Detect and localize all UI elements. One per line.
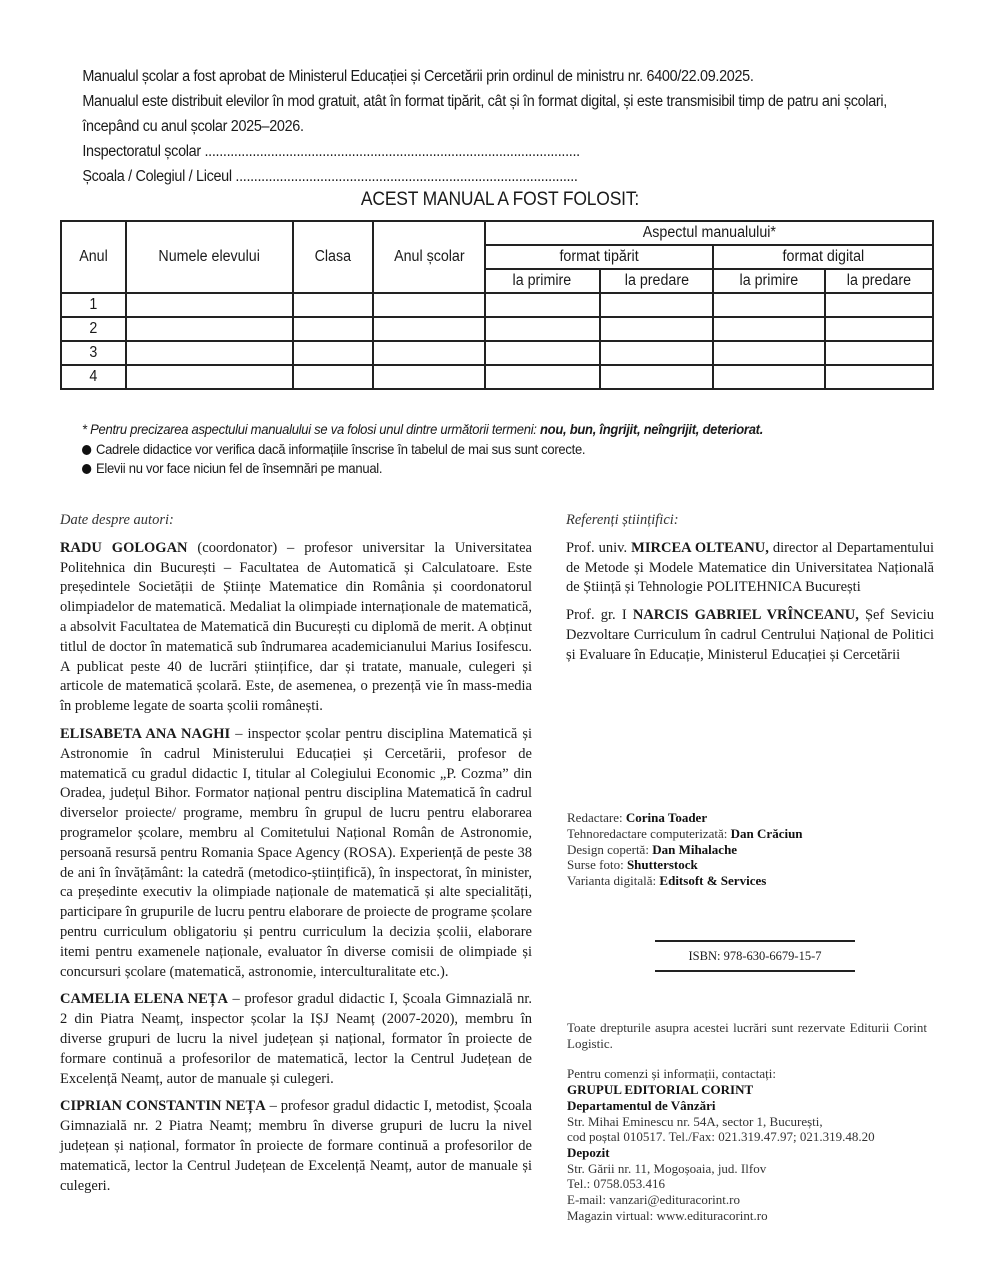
referent-entry: [566, 606, 934, 665]
header-tiparit-la-primire: la primire: [485, 269, 600, 293]
digital-returned-cell[interactable]: [825, 317, 933, 341]
referent-name: NARCIS GABRIEL VRÎNCEANU,: [632, 607, 859, 624]
header-digital-la-primire: la primire: [713, 269, 825, 293]
referent-name: MIRCEA OLTEANU,: [631, 539, 769, 556]
usage-table: [60, 220, 934, 390]
author-name: CIPRIAN CONSTANTIN NEȚA: [60, 1098, 266, 1115]
class-cell[interactable]: [293, 365, 373, 389]
credit-line: Design copertă: Dan Mihalache: [567, 841, 738, 857]
author-name: RADU GOLOGAN: [60, 539, 188, 556]
usage-table-title: ACEST MANUAL A FOST FOLOSIT:: [360, 189, 640, 210]
digital-received-cell[interactable]: [713, 317, 825, 341]
printed-returned-cell[interactable]: [600, 365, 714, 389]
digital-returned-cell[interactable]: [825, 341, 933, 365]
author-name: ELISABETA ANA NAGHI: [60, 725, 231, 742]
digital-received-cell[interactable]: [713, 341, 825, 365]
digital-returned-cell[interactable]: [825, 365, 933, 389]
table-row: [61, 365, 933, 389]
row-year-cell: 1: [61, 293, 126, 317]
student-name-cell[interactable]: [126, 293, 294, 317]
inspectorat-fill-field[interactable]: ......................................................................................................: [204, 143, 580, 160]
author-entry: [60, 1097, 532, 1196]
printed-returned-cell[interactable]: [600, 317, 714, 341]
scoala-line: [60, 164, 940, 189]
approval-text: Manualul școlar a fost aprobat de Ministerul Educației și Cercetării prin ordinul de ministru nr. 6400/22.09.2025.: [82, 68, 754, 85]
printed-received-cell[interactable]: [485, 341, 600, 365]
school-year-cell[interactable]: [373, 341, 485, 365]
header-format-digital: format digital: [713, 245, 933, 269]
author-entry: [60, 539, 532, 717]
school-year-cell[interactable]: [373, 317, 485, 341]
inspectorat-label: Inspectoratul școlar: [82, 143, 201, 160]
note-bullet: Elevii nu vor face niciun fel de însemnări pe manual.: [82, 459, 947, 479]
credits-section: [567, 810, 803, 889]
author-name: CAMELIA ELENA NEȚA: [60, 991, 228, 1008]
publisher-group-name: GRUPUL EDITORIAL CORINT: [567, 1082, 754, 1098]
author-bio: – profesor gradul didactic I, Școala Gimnazială nr. 2 din Piatra Neamț, inspector școlar la IȘJ Neamț (2007-2020), membru în diverse grupuri de lucru la nivel județean și național, formator în proiecte de formare continuă a profesorilor de matematică, lector la Centrul Județean de Excelență Neamț, autor de manuale și culegeri.: [60, 991, 532, 1087]
school-year-cell[interactable]: [373, 365, 485, 389]
row-year-cell: 2: [61, 317, 126, 341]
inspectorat-line: [60, 139, 940, 164]
footnote-text: * Pentru precizarea aspectului manualului se va folosi unul dintre următorii termeni:: [82, 421, 540, 437]
sales-address-line-1: Str. Mihai Eminescu nr. 54A, sector 1, București,: [567, 1113, 823, 1129]
school-year-cell[interactable]: [373, 293, 485, 317]
author-bio: – profesor gradul didactic I, metodist, Școala Gimnazială nr. 2 Piatra Neamț; membru în diverse grupuri de lucru la nivel județean și național, formator în proiecte de formare continuă a profesorilor de matematică, lector la Centrul Județean de Excelență Neamț, autor de manuale și culegeri.: [60, 1098, 532, 1194]
header-numele-elevului: Numele elevului: [126, 221, 294, 293]
authors-label: Date despre autori:: [60, 512, 174, 528]
printed-returned-cell[interactable]: [600, 341, 714, 365]
table-row: [61, 293, 933, 317]
referent-description: Șef Seviciu Dezvoltare Curriculum în cadrul Centrului Național de Politici și Evaluare în Educație, Ministerul Educației și Cercetării: [566, 607, 934, 663]
sales-address-line-2: cod poștal 010517. Tel./Fax: 021.319.47.97; 021.319.48.20: [567, 1129, 875, 1145]
contact-intro: Pentru comenzi și informații, contactați:: [567, 1066, 777, 1082]
header-format-tiparit: format tipărit: [485, 245, 713, 269]
referents-section: [566, 511, 934, 674]
author-bio: – inspector școlar pentru disciplina Matematică și Astronomie în cadrul Ministerului Educației și Cercetării, profesor de matematică cu gradul didactic I, titular al Colegiului Economic „P. Cozma” din Oradea, județul Bihor. Formator național pentru disciplina Matematică în cadrul diverselor proiecte/ programe, membru în grupul de lucru pentru elaborarea programelor școlare, membru al Comitetului Național Român de Astronomie, persoană resursă pentru Romania Space Agency (ROSA). Experiență de peste 38 de ani în învățământ: la catedră (metodico-științifică), în inspectorat, în minister, ca președinte executiv la olimpiade naționale de matematică și alte specialități, participare în grupurile de lucru pentru elaborare de proiecte de programe școlare pentru curriculum obligatoriu și pentru curriculum la decizia școlii, elaborare itemi pentru examenele naționale, evaluator în diverse comisii de olimpiade și concursuri școlare (matematică, astronomie, interculturalitate etc.).: [60, 725, 532, 980]
row-year-cell: 3: [61, 341, 126, 365]
author-entry: [60, 990, 532, 1089]
notes-section: [82, 420, 947, 479]
scoala-fill-field[interactable]: .............................................................................................: [235, 168, 578, 185]
class-cell[interactable]: [293, 293, 373, 317]
class-cell[interactable]: [293, 317, 373, 341]
publisher-section: [567, 1020, 927, 1223]
table-row: [61, 341, 933, 365]
bullet-icon: [82, 464, 91, 474]
header-aspectul-manualului: Aspectul manualului*: [485, 221, 933, 245]
printed-received-cell[interactable]: [485, 365, 600, 389]
credit-line: Varianta digitală: Editsoft & Services: [567, 873, 767, 889]
scoala-label: Școala / Colegiul / Liceul: [82, 168, 232, 185]
printed-received-cell[interactable]: [485, 317, 600, 341]
referent-entry: [566, 539, 934, 598]
printed-received-cell[interactable]: [485, 293, 600, 317]
referent-title: Prof. univ.: [566, 539, 632, 556]
digital-received-cell[interactable]: [713, 293, 825, 317]
header-digital-la-predare: la predare: [825, 269, 933, 293]
header-clasa: Clasa: [293, 221, 373, 293]
depot-phone: Tel.: 0758.053.416: [567, 1176, 666, 1192]
digital-returned-cell[interactable]: [825, 293, 933, 317]
website-link[interactable]: Magazin virtual: www.edituracorint.ro: [567, 1207, 768, 1223]
depot-address: Str. Gării nr. 11, Mogoșoaia, jud. Ilfov: [567, 1160, 767, 1176]
distribution-text: Manualul este distribuit elevilor în mod gratuit, atât în format tipărit, cât și în format digital, și este transmisibil timp de patru ani școlari, începând cu anul școlar 2025–2026.: [82, 93, 887, 135]
student-name-cell[interactable]: [126, 317, 294, 341]
author-bio: (coordonator) – profesor universitar la Universitatea Politehnica din București – Facultatea de Automatică și Calculatoare. Este președintele Societății de Științe Matematice din România și coordonatorul olimpiadelor de matematică. Medaliat la olimpiade internaționale de matematică, a absolvit Facultatea de Matematică din București cu diplomă de merit. A obținut titlul de doctor în matematică sub îndrumarea academicianului Marius Iosifescu. A publicat peste 40 de lucrări științifice, dar și tratate, manuale, culegeri și articole de matematică școlară. Este, de asemenea, o prezență vie în mass-media în probleme legate de soarta școlii românești.: [60, 539, 532, 715]
bullet-icon: [82, 445, 91, 455]
referents-label: Referenți științifici:: [566, 512, 679, 528]
author-entry: [60, 725, 532, 982]
student-name-cell[interactable]: [126, 341, 294, 365]
header-anul-scolar: Anul școlar: [373, 221, 485, 293]
authors-section: [60, 511, 532, 1204]
printed-returned-cell[interactable]: [600, 293, 714, 317]
note-bullet: Cadrele didactice vor verifica dacă informațiile înscrise în tabelul de mai sus sunt corecte.: [82, 440, 947, 460]
row-year-cell: 4: [61, 365, 126, 389]
intro-section: [60, 64, 940, 189]
header-tiparit-la-predare: la predare: [600, 269, 714, 293]
class-cell[interactable]: [293, 341, 373, 365]
depot-label: Depozit: [567, 1144, 610, 1160]
sales-department: Departamentul de Vânzări: [567, 1097, 716, 1113]
footnote: [82, 420, 947, 440]
rights-notice: Toate drepturile asupra acestei lucrări sunt rezervate Editurii Corint Logistic.: [567, 1020, 927, 1051]
referent-description: director al Departamentului de Metode și Modele Matematice din Universitatea Națională de Știință și Tehnologie POLITEHNICA București: [566, 539, 934, 596]
digital-received-cell[interactable]: [713, 365, 825, 389]
header-anul: Anul: [61, 221, 126, 293]
credit-line: Redactare: Corina Toader: [567, 810, 708, 825]
footnote-terms: nou, bun, îngrijit, neîngrijit, deteriorat.: [539, 421, 764, 437]
isbn-box: ISBN: 978-630-6679-15-7: [655, 940, 855, 972]
contact-email-link[interactable]: E-mail: vanzari@edituracorint.ro: [567, 1192, 740, 1208]
referent-title: Prof. gr. I: [566, 607, 633, 624]
student-name-cell[interactable]: [126, 365, 294, 389]
credit-line: Surse foto: Shutterstock: [567, 857, 698, 873]
table-row: [61, 317, 933, 341]
credit-line: Tehnoredactare computerizată: Dan Crăciun: [567, 825, 803, 841]
